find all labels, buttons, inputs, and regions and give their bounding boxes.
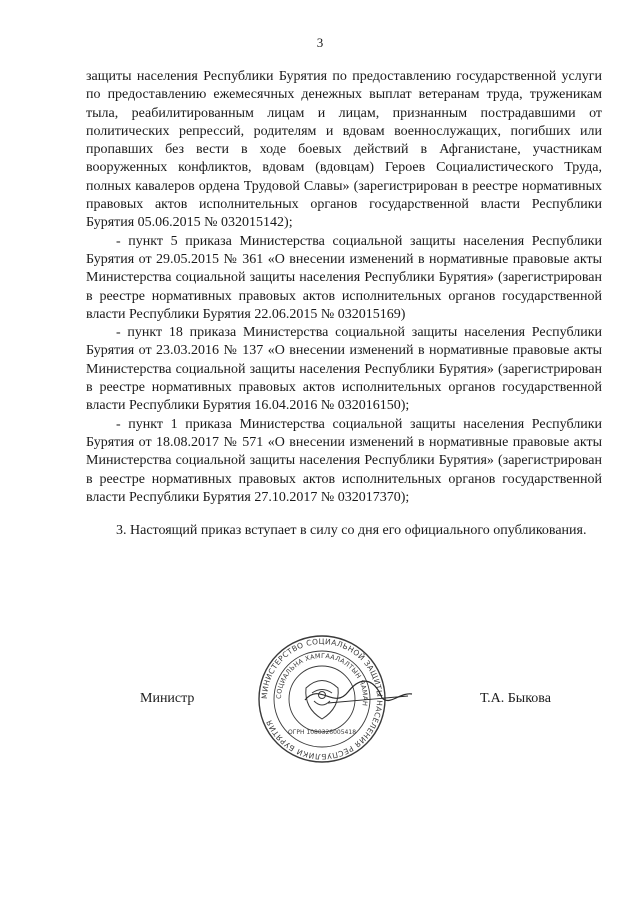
seal-ogrn-text: ОГРН 1080326005418	[287, 729, 357, 736]
page-number: 3	[316, 35, 324, 50]
signatory-title: Министр	[140, 691, 195, 706]
signature-row	[0, 691, 640, 715]
paragraph-continuation: защиты населения Республики Бурятия по предоставлению государственной услуги по предоставлению ежемесячных денежных выплат ветеранам труда, труженикам тыла, реабилитированным лицам и лицам, признанным пострадавшими от политических репрессий, родителям и вдовам военнослужащих, погибших или пропавших без вести в ходе боевых действий в Афганистане, участникам вооруженных конфликтов, вдовам (вдовцам) Героев Социалистического Труда, полных кавалеров ордена Трудовой Славы» (зарегистрирован в реестре нормативных правовых актов исполнительных органов государственной власти Республики Бурятия 05.06.2015 № 032015142);	[86, 69, 602, 231]
seal-outer-text: МИНИСТЕРСТВО СОЦИАЛЬНОЙ ЗАЩИТЫ НАСЕЛЕНИЯ РЕСПУБЛИКИ БУРЯТИЯ	[259, 636, 385, 762]
paragraph-effective-date: 3. Настоящий приказ вступает в силу со дня его официального опубликования.	[116, 523, 587, 539]
signatory-name: Т.А. Быкова	[480, 691, 551, 706]
paragraph-item-18: - пункт 18 приказа Министерства социальной защиты населения Республики Бурятия от 23.03.2016 № 137 «О внесении изменений в нормативные правовые акты Министерства социальной защиты населения Республики Бурятия» (зарегистрирован в реестре нормативных правовых актов исполнительных органов государственной власти Республики Бурятия 16.04.2016 № 032016150);	[86, 325, 602, 414]
paragraph-item-5: - пункт 5 приказа Министерства социальной защиты населения Республики Бурятия от 29.05.2015 № 361 «О внесении изменений в нормативные правовые акты Министерства социальной защиты населения Республики Бурятия» (зарегистрирован в реестре нормативных правовых актов исполнительных органов государственной власти Республики Бурятия 22.06.2015 № 032015169)	[86, 233, 602, 322]
document-body	[86, 68, 602, 540]
paragraph-item-1: - пункт 1 приказа Министерства социальной защиты населения Республики Бурятия от 18.08.2017 № 571 «О внесении изменений в нормативные правовые акты Министерства социальной защиты населения Республики Бурятия» (зарегистрирован в реестре нормативных правовых актов исполнительных органов государственной власти Республики Бурятия 27.10.2017 № 032017370);	[86, 416, 602, 505]
seal-inner-text: СОЦИАЛЬНА ХАМГААЛАЛТЫН ЯАМАН	[274, 651, 370, 707]
